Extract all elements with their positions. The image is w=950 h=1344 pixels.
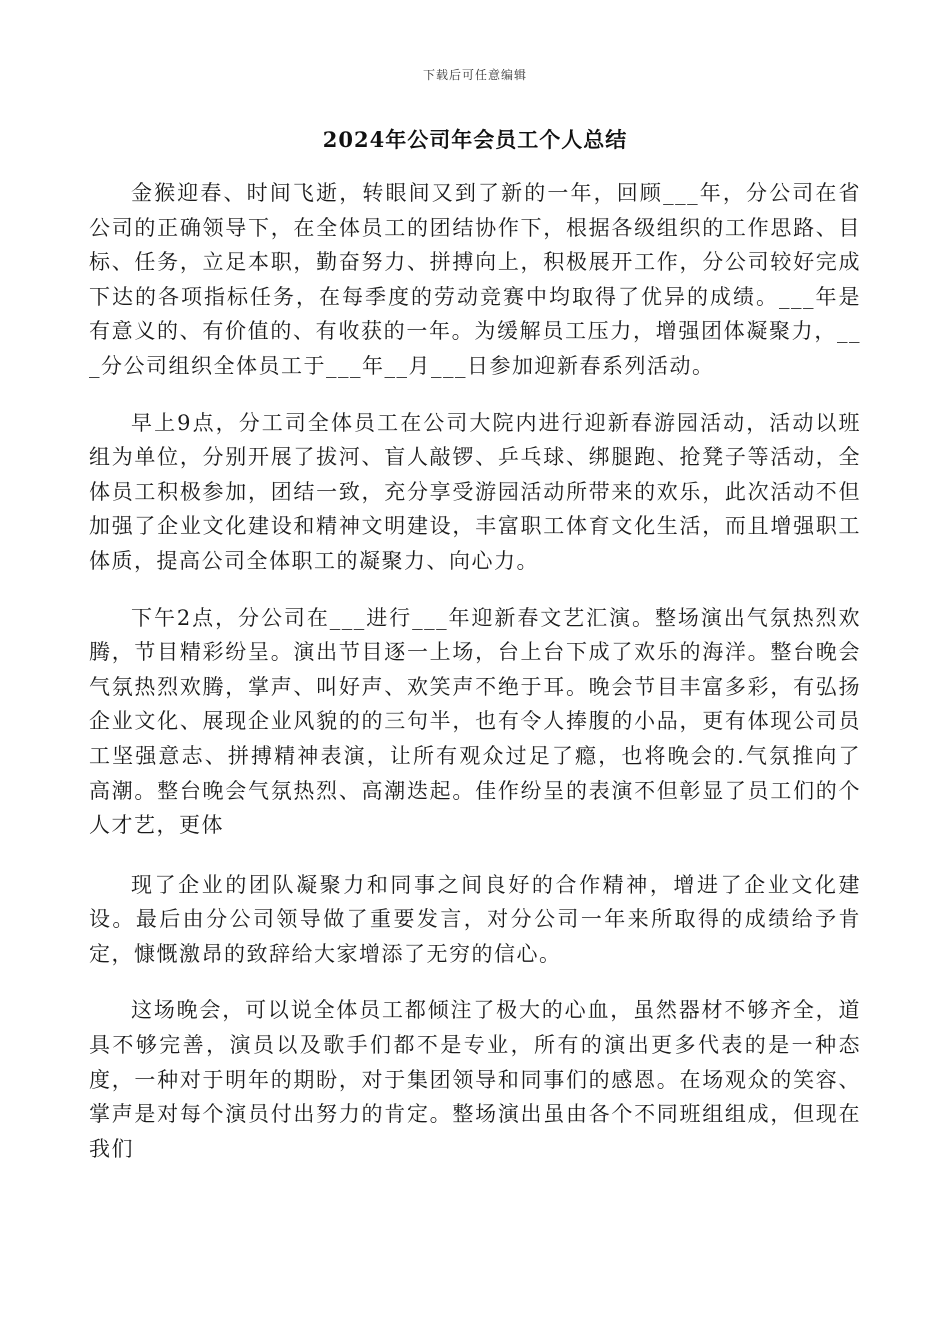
paragraph-5: 这场晚会，可以说全体员工都倾注了极大的心血，虽然器材不够齐全，道具不够完善，演员以及歌手们都不是专业，所有的演出更多代表的是一种态度，一种对于明年的期盼，对于集团领导和同事们的感恩。在场观众的笑容、掌声是对每个演员付出努力的肯定。整场演出虽由各个不同班组组成，但现在我们 — [89, 998, 861, 1161]
header-note: 下载后可任意编辑 — [422, 68, 527, 82]
paragraph-1: 金猴迎春、时间飞逝，转眼间又到了新的一年，回顾___年，分公司在省公司的正确领导下，在全体员工的团结协作下，根据各级组织的工作思路、目标、任务，立足本职，勤奋努力、拼搏向上，积极展开工作，分公司较好完成下达的各项指标任务，在每季度的劳动竞赛中均取得了优异的成绩。___年是有意义的、有价值的、有收获的一年。为缓解员工压力，增强团体凝聚力，___分公司组织全体员工于___年__月___日参加迎新春系列活动。 — [89, 181, 861, 378]
paragraph-3: 下午2点，分公司在___进行___年迎新春文艺汇演。整场演出气氛热烈欢腾，节目精彩纷呈。演出节目逐一上场，台上台下成了欢乐的海洋。整台晚会气氛热烈欢腾，掌声、叫好声、欢笑声不绝于耳。晚会节目丰富多彩，有弘扬企业文化、展现企业风貌的的三句半，也有令人捧腹的小品，更有体现公司员工坚强意志、拼搏精神表演，让所有观众过足了瘾，也将晚会的.气氛推向了高潮。整台晚会气氛热烈、高潮迭起。佳作纷呈的表演不但彰显了员工们的个人才艺，更体 — [89, 605, 861, 838]
document-title: 2024年公司年会员工个人总结 — [322, 127, 628, 152]
paragraph-4: 现了企业的团队凝聚力和同事之间良好的合作精神，增进了企业文化建设。最后由分公司领导做了重要发言，对分公司一年来所取得的成绩给予肯定，慷慨激昂的致辞给大家增添了无穷的信心。 — [89, 872, 861, 966]
paragraph-2: 早上9点，分工司全体员工在公司大院内进行迎新春游园活动，活动以班组为单位，分别开展了拔河、盲人敲锣、乒乓球、绑腿跑、抢凳子等活动，全体员工积极参加，团结一致，充分享受游园活动所带来的欢乐，此次活动不但加强了企业文化建设和精神文明建设，丰富职工体育文化生活，而且增强职工体质，提高公司全体职工的凝聚力、向心力。 — [89, 410, 861, 573]
document-body — [89, 176, 861, 1188]
